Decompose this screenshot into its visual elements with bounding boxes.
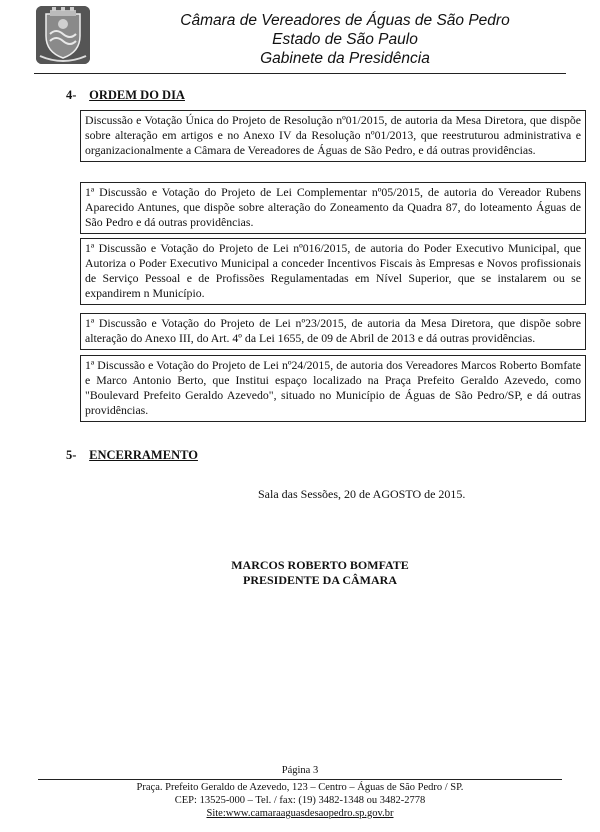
closing-date: Sala das Sessões, 20 de AGOSTO de 2015. [258, 487, 466, 501]
agenda-item: 1ª Discussão e Votação do Projeto de Lei nº23/2015, de autoria da Mesa Diretora, que dispõe sobre alteração do Anexo III, do Art. 4º da Lei 1655, de 09 de Abril de 2013 e dá outras providências. [80, 313, 586, 350]
agenda-item: 1ª Discussão e Votação do Projeto de Lei nº016/2015, de autoria do Poder Executivo Municipal, que Autoriza o Poder Executivo Municipal a conceder Incentivos Fiscais às Empresas e Novos profissionais de Serviço Pessoal e de Profissões Regulamentadas em Nível Superior, que se instalarem ou se expandirem n Município. [80, 238, 586, 305]
footer-address: Praça. Prefeito Geraldo de Azevedo, 123 – Centro – Águas de São Pedro / SP. [136, 782, 464, 793]
signature-role: PRESIDENTE DA CÂMARA [242, 573, 397, 587]
signature-name: MARCOS ROBERTO BOMFATE [231, 558, 409, 572]
header-office: Gabinete da Presidência [260, 50, 430, 67]
section-number: 5- [66, 448, 77, 462]
footer-contact: CEP: 13525-000 – Tel. / fax: (19) 3482-1348 ou 3482-2778 [174, 795, 426, 806]
document-header [150, 11, 540, 68]
section-ordem-do-dia [66, 88, 185, 103]
section-title: ENCERRAMENTO [89, 448, 198, 462]
agenda-item: Discussão e Votação Única do Projeto de Resolução nº01/2015, de autoria da Mesa Diretora, que dispõe sobre alteração em artigos e no Anexo IV da Resolução nº01/2013, que reestruturou administrativa e organizacionalmente a Câmara de Vereadores de Águas de São Pedro, e dá outras providências. [80, 110, 586, 162]
page-number: Página 3 [281, 765, 319, 776]
header-chamber-name: Câmara de Vereadores de Águas de São Pedro [180, 12, 510, 29]
header-divider [34, 73, 566, 74]
footer-divider [38, 779, 562, 780]
footer-website-link[interactable]: Site:www.camaraaguasdesaopedro.sp.gov.br [206, 808, 394, 819]
crest-emblem [36, 6, 90, 64]
section-title: ORDEM DO DIA [89, 88, 185, 102]
section-number: 4- [66, 88, 77, 102]
agenda-item: 1ª Discussão e Votação do Projeto de Lei nº24/2015, de autoria dos Vereadores Marcos Roberto Bomfate e Marco Antonio Berto, que Institui espaço localizado na Praça Prefeito Geraldo Azevedo, como "Boulevard Prefeito Geraldo Azevedo", situado no Município de Águas de São Pedro/SP, e dá outras providências. [80, 355, 586, 422]
agenda-item: 1ª Discussão e Votação do Projeto de Lei Complementar nº05/2015, de autoria do Vereador Rubens Aparecido Antunes, que dispõe sobre alteração do Zoneamento da Quadra 87, do loteamento Águas de São Pedro e dá outras providências. [80, 182, 586, 234]
section-encerramento [66, 448, 198, 463]
header-state: Estado de São Paulo [272, 31, 418, 48]
coat-of-arms-icon [36, 6, 90, 64]
